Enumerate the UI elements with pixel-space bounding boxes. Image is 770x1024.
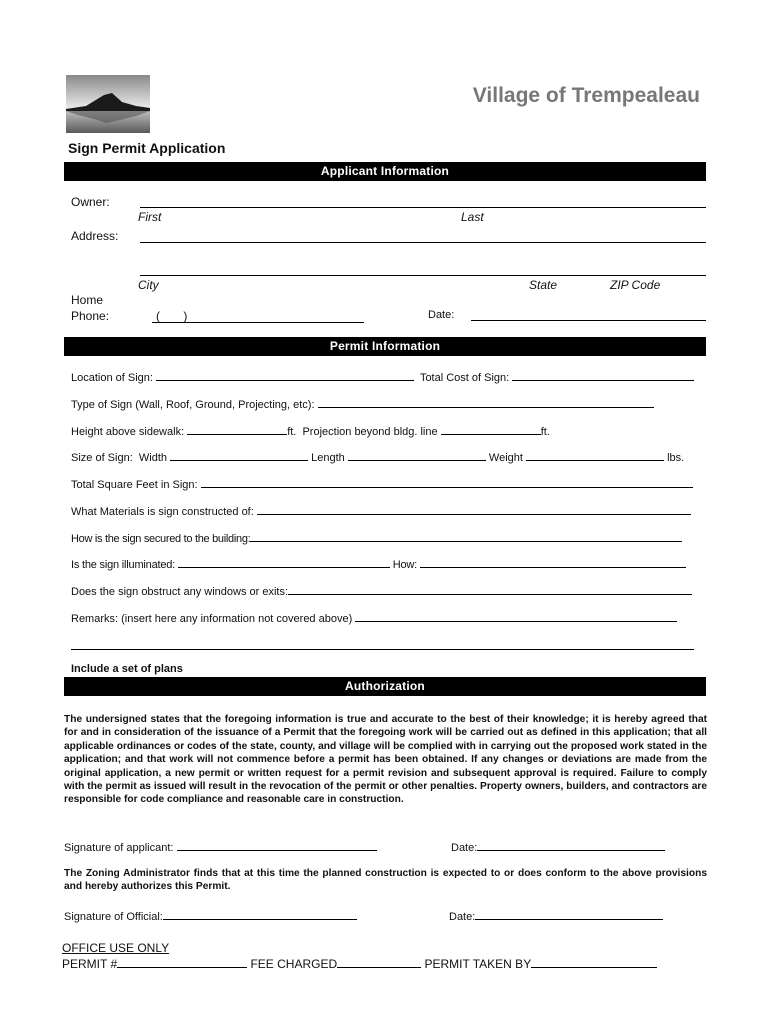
weight-field[interactable] bbox=[526, 450, 664, 461]
type-row bbox=[71, 397, 654, 411]
projection-label: ft. Projection beyond bldg. line bbox=[287, 426, 438, 438]
official-date-field[interactable] bbox=[475, 909, 663, 920]
date-label: Date: bbox=[428, 309, 455, 321]
permit-number-label: PERMIT # bbox=[62, 957, 118, 971]
village-logo bbox=[66, 75, 150, 133]
obstruct-label: Does the sign obstruct any windows or exits: bbox=[71, 586, 289, 598]
applicant-signature-field[interactable] bbox=[177, 840, 377, 851]
city-caption: City bbox=[138, 278, 159, 292]
length-field[interactable] bbox=[348, 450, 486, 461]
phone-label: Phone: bbox=[71, 309, 110, 323]
plans-note: Include a set of plans bbox=[71, 663, 183, 675]
total-sq-row bbox=[71, 477, 693, 491]
permit-taken-by-field[interactable] bbox=[531, 957, 657, 968]
office-use-row bbox=[62, 957, 657, 971]
remarks-row bbox=[71, 611, 677, 625]
owner-field[interactable] bbox=[140, 207, 706, 208]
fee-charged-label: FEE CHARGED bbox=[250, 957, 338, 971]
remarks-field[interactable] bbox=[355, 611, 677, 622]
address-label: Address: bbox=[71, 229, 119, 243]
applicant-signature-label: Signature of applicant: bbox=[64, 842, 174, 854]
phone-area-code: ( ) bbox=[156, 309, 188, 323]
obstruct-field[interactable] bbox=[288, 584, 692, 595]
height-label: Height above sidewalk: bbox=[71, 426, 185, 438]
remarks-continuation-field[interactable] bbox=[71, 649, 694, 650]
illuminated-row bbox=[71, 557, 686, 571]
materials-label: What Materials is sign constructed of: bbox=[71, 506, 254, 518]
length-label: Length bbox=[311, 452, 345, 464]
how-label: How: bbox=[392, 559, 418, 571]
section-permit-header: Permit Information bbox=[64, 337, 706, 356]
form-title: Sign Permit Application bbox=[68, 140, 226, 156]
type-label: Type of Sign (Wall, Roof, Ground, Projecting, etc): bbox=[71, 399, 315, 411]
official-signature-label: Signature of Official: bbox=[64, 911, 163, 923]
fee-charged-field[interactable] bbox=[337, 957, 421, 968]
office-use-heading: OFFICE USE ONLY bbox=[62, 941, 170, 955]
permit-number-field[interactable] bbox=[117, 957, 247, 968]
projection-field[interactable] bbox=[441, 424, 541, 435]
total-sq-label: Total Square Feet in Sign: bbox=[71, 479, 198, 491]
owner-label: Owner: bbox=[71, 195, 110, 209]
zoning-statement: The Zoning Administrator finds that at this time the planned construction is expected to or does conform to the above provisions and hereby authorizes this Permit. bbox=[64, 868, 707, 893]
official-date-row bbox=[449, 909, 663, 923]
height-field[interactable] bbox=[187, 424, 287, 435]
weight-label: Weight bbox=[488, 452, 523, 464]
secured-label: How is the sign secured to the building: bbox=[71, 533, 251, 545]
obstruct-row bbox=[71, 584, 692, 598]
lbs-label: lbs. bbox=[667, 452, 685, 464]
location-row bbox=[71, 370, 694, 384]
illuminated-field[interactable] bbox=[178, 557, 390, 568]
applicant-date-row bbox=[451, 840, 665, 854]
zip-caption: ZIP Code bbox=[610, 278, 661, 292]
municipality-name: Village of Trempealeau bbox=[472, 84, 700, 107]
section-applicant-header: Applicant Information bbox=[64, 162, 706, 181]
total-cost-label: Total Cost of Sign: bbox=[419, 372, 510, 384]
official-signature-row bbox=[64, 909, 357, 923]
width-label: Size of Sign: Width bbox=[71, 452, 167, 464]
date-field[interactable] bbox=[471, 320, 706, 321]
secured-field[interactable] bbox=[250, 531, 682, 542]
official-date-label: Date: bbox=[449, 911, 476, 923]
last-name-caption: Last bbox=[461, 210, 484, 224]
authorization-statement: The undersigned states that the foregoing information is true and accurate to the best of their knowledge; it is hereby agreed that for and in consideration of the issuance of a Permit that the foregoing work will be carried out as defined in this application; that all applicable ordinances or codes of the state, county, and village will be complied with in carrying out the proposed work stated in the application; and that work will not commence before a permit has been obtained. If any changes or deviations are made from the original application, a new permit or written request for a permit revision and subsequent approval is required. Failure to comply with the permit as issued will result in the revocation of the permit or other penalties. Property owners, builders, and contractors are responsible for code compliance and reasonable care in construction. bbox=[64, 714, 707, 806]
address-city-field[interactable] bbox=[140, 275, 706, 276]
height-row bbox=[71, 424, 550, 438]
first-name-caption: First bbox=[138, 210, 162, 224]
size-row bbox=[71, 450, 684, 464]
permit-taken-by-label: PERMIT TAKEN BY bbox=[424, 957, 532, 971]
state-caption: State bbox=[529, 278, 558, 292]
official-signature-field[interactable] bbox=[163, 909, 357, 920]
how-field[interactable] bbox=[420, 557, 686, 568]
location-field[interactable] bbox=[156, 370, 414, 381]
applicant-date-label: Date: bbox=[451, 842, 478, 854]
location-label: Location of Sign: bbox=[71, 372, 153, 384]
illuminated-label: Is the sign illuminated: bbox=[71, 559, 176, 571]
applicant-signature-row bbox=[64, 840, 377, 854]
projection-ft-label: ft. bbox=[540, 426, 550, 438]
type-field[interactable] bbox=[318, 397, 654, 408]
remarks-label: Remarks: (insert here any information not covered above) bbox=[71, 613, 353, 625]
total-sq-field[interactable] bbox=[201, 477, 693, 488]
home-label: Home bbox=[71, 293, 104, 307]
width-field[interactable] bbox=[170, 450, 308, 461]
materials-field[interactable] bbox=[257, 504, 691, 515]
secured-row bbox=[71, 531, 682, 545]
section-authorization-header: Authorization bbox=[64, 677, 706, 696]
address-field[interactable] bbox=[140, 242, 706, 243]
materials-row bbox=[71, 504, 691, 518]
total-cost-field[interactable] bbox=[512, 370, 694, 381]
applicant-date-field[interactable] bbox=[477, 840, 665, 851]
phone-field[interactable] bbox=[152, 322, 364, 323]
